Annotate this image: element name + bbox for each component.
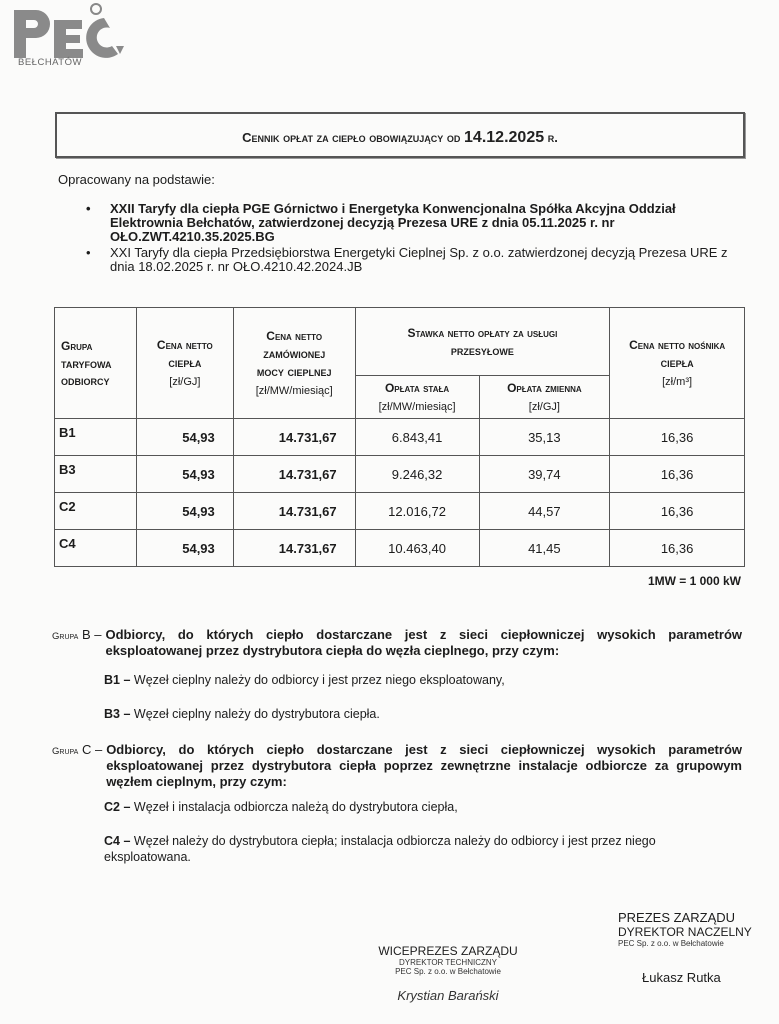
cell-fixed-fee: 9.246,32	[355, 456, 479, 493]
stamp-company: PEC Sp. z o.o. w Bełchatowie	[618, 939, 724, 948]
effective-date: 14.12.2025	[464, 129, 545, 146]
header-group: Grupa taryfowa odbiorcy	[55, 308, 137, 419]
group-c-description: Grupa C – Odbiorcy, do których ciepło dostarczane jest z sieci ciepłowniczej wysokich parametrów eksploatowanej przez dystrybutora ciepła poprzez zewnętrzne instalacje odbiorcze za grupowym węzłem cieplnym, przy czym:	[52, 742, 742, 789]
cell-group: C4	[55, 530, 137, 567]
cell-capacity-price: 14.731,67	[233, 493, 355, 530]
basis-item: • XXII Taryfy dla ciepła PGE Górnictwo i Energetyka Konwencjonalna Spółka Akcyjna Oddział Elektrownia Bełchatów, zatwierdzonej decyzją Prezesa URE z dnia 05.11.2025 r. nr OŁO.ZWT.4210.35.2025.BG	[84, 202, 744, 244]
header-capacity-price: Cena netto zamówionej mocy cieplnej [zł/MW/miesiąc]	[233, 308, 355, 419]
cell-group: B1	[55, 419, 137, 456]
table-row	[55, 456, 745, 493]
intro-text: Opracowany na podstawie:	[58, 172, 215, 187]
signer-role: WICEPREZES ZARZĄDU	[378, 944, 518, 958]
cell-variable-fee: 44,57	[479, 493, 610, 530]
group-b1-item: B1 – Węzeł cieplny należy do odbiorcy i jest przez niego eksploatowany,	[104, 673, 505, 687]
header-carrier-price: Cena netto nośnika ciepła [zł/m³]	[610, 308, 745, 419]
cell-group: C2	[55, 493, 137, 530]
cell-carrier-price: 16,36	[610, 419, 745, 456]
cell-heat-price: 54,93	[136, 456, 233, 493]
stamp-company: PEC Sp. z o.o. w Bełchatowie	[395, 967, 501, 976]
signer-name: Krystian Barański	[397, 988, 499, 1003]
cell-variable-fee: 35,13	[479, 419, 610, 456]
cell-capacity-price: 14.731,67	[233, 419, 355, 456]
table-row	[55, 493, 745, 530]
cell-heat-price: 54,93	[136, 530, 233, 567]
signature-left	[368, 944, 528, 1003]
group-b-description: Grupa B – Odbiorcy, do których ciepło dostarczane jest z sieci ciepłowniczej wysokich parametrów eksploatowanej przez dystrybutora ciepła do węzła cieplnego, przy czym:	[52, 627, 742, 658]
cell-heat-price: 54,93	[136, 419, 233, 456]
cell-fixed-fee: 12.016,72	[355, 493, 479, 530]
stamp-title: DYREKTOR TECHNICZNY	[399, 958, 497, 967]
basis-list	[84, 202, 744, 276]
stamp-title: DYREKTOR NACZELNY	[618, 925, 752, 939]
cell-fixed-fee: 6.843,41	[355, 419, 479, 456]
signer-name: Łukasz Rutka	[642, 970, 721, 985]
signer-role: PREZES ZARZĄDU	[618, 910, 736, 925]
basis-item: • XXI Taryfy dla ciepła Przedsiębiorstwa Energetyki Cieplnej Sp. z o.o. zatwierdzonej decyzją Prezesa URE z dnia 18.02.2025 r. nr OŁO.4210.42.2024.JB	[84, 246, 744, 274]
unit-note: 1MW = 1 000 kW	[647, 574, 741, 588]
cell-carrier-price: 16,36	[610, 530, 745, 567]
header-variable-fee: Opłata zmienna [zł/GJ]	[479, 376, 610, 419]
logo-city: BEŁCHATÓW	[18, 57, 82, 68]
signature-right	[618, 910, 758, 985]
header-transmission: Stawka netto opłaty za usługi przesyłowe	[355, 308, 610, 376]
cell-heat-price: 54,93	[136, 493, 233, 530]
group-c4-item: C4 – Węzeł należy do dystrybutora ciepła; instalacja odbiorcza należy do odbiorcy i jest przez niego eksploatowana.	[104, 834, 656, 864]
cell-carrier-price: 16,36	[610, 493, 745, 530]
group-b3-item: B3 – Węzeł cieplny należy do dystrybutora ciepła.	[104, 707, 380, 721]
cell-fixed-fee: 10.463,40	[355, 530, 479, 567]
header-fixed-fee: Opłata stała [zł/MW/miesiąc]	[355, 376, 479, 419]
table-row	[55, 530, 745, 567]
tariff-table	[54, 307, 745, 567]
header-heat-price: Cena netto ciepła [zł/GJ]	[136, 308, 233, 419]
cell-variable-fee: 41,45	[479, 530, 610, 567]
table-row	[55, 419, 745, 456]
cell-carrier-price: 16,36	[610, 456, 745, 493]
page-title: Cennik opłat za ciepło obowiązujący od 14.12.2025 r.	[242, 129, 558, 146]
cell-capacity-price: 14.731,67	[233, 456, 355, 493]
cell-capacity-price: 14.731,67	[233, 530, 355, 567]
cell-variable-fee: 39,74	[479, 456, 610, 493]
group-c2-item: C2 – Węzeł i instalacja odbiorcza należą do dystrybutora ciepła,	[104, 800, 458, 814]
cell-group: B3	[55, 456, 137, 493]
